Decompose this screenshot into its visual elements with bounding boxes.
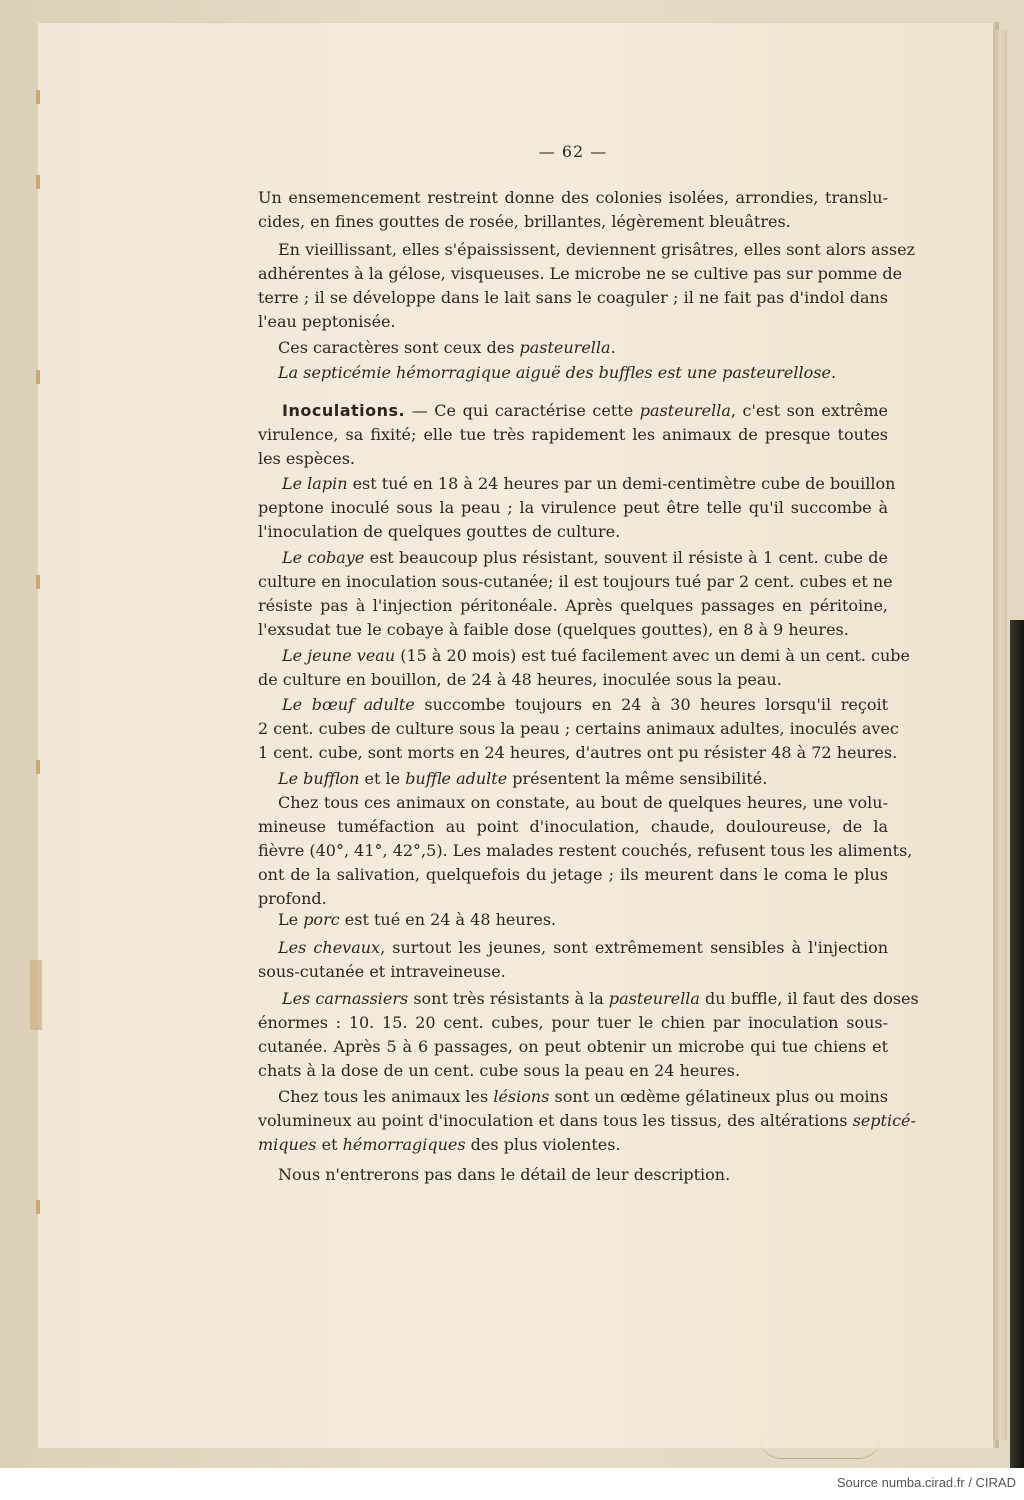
italic-term: Le bufflon — [278, 769, 360, 788]
paragraph-13-cont — [258, 960, 888, 984]
text-line: l'exsudat tue le cobaye à faible dose (quelques gouttes), en 8 à 9 heures. — [258, 620, 849, 639]
paper-stain — [30, 960, 42, 1030]
text-line: l'inoculation de quelques gouttes de culture. — [258, 522, 621, 541]
text-line — [282, 399, 888, 423]
binding-mark — [36, 370, 40, 384]
paragraph-15-cont — [258, 1109, 916, 1157]
text-line: 1 cent. cube, sont morts en 24 heures, d'autres ont pu résister 48 à 72 heures. — [258, 743, 898, 762]
italic-sentence: La septicémie hémorragique aiguë des buffles est une pasteurellose. — [278, 363, 837, 382]
binding-mark — [36, 760, 40, 774]
paragraph-14-cont — [258, 1011, 888, 1083]
text-line: terre ; il se développe dans le lait sans le coaguler ; il ne fait pas d'indol dans — [258, 288, 888, 307]
page-number: — 62 — — [538, 142, 608, 161]
text-run: est beaucoup plus résistant, souvent il résiste à 1 cent. cube de — [364, 548, 889, 567]
text-line — [278, 1085, 888, 1109]
italic-term: Le bœuf adulte — [282, 695, 415, 714]
page-edge — [993, 30, 1007, 1440]
paragraph-5-cont — [258, 423, 888, 471]
text-line: sous-cutanée et intraveineuse. — [258, 962, 506, 981]
text-line: énormes : 10. 15. 20 cent. cubes, pour tuer le chien par inoculation sous- — [258, 1013, 888, 1032]
text-line: Un ensemencement restreint donne des colonies isolées, arrondies, translu- — [258, 188, 888, 207]
italic-term: pasteurella — [519, 338, 611, 357]
italic-term: miques — [258, 1135, 317, 1154]
text-run: , c'est son extrême — [730, 401, 889, 420]
italic-term: Le lapin — [282, 474, 348, 493]
paragraph-12 — [258, 908, 888, 932]
italic-term: porc — [303, 910, 340, 929]
paragraph-11 — [258, 791, 888, 815]
paragraph-9-cont — [258, 717, 899, 765]
paragraph-2-cont — [258, 262, 903, 334]
italic-term: Les carnassiers — [282, 989, 409, 1008]
page-curl — [760, 1438, 880, 1459]
paragraph-6-cont — [258, 496, 888, 544]
text-line — [258, 1133, 888, 1157]
text-line — [258, 1109, 916, 1133]
text-line: cides, en fines gouttes de rosée, brillantes, légèrement bleuâtres. — [258, 212, 791, 231]
paragraph-14 — [258, 987, 919, 1011]
text-line — [282, 987, 919, 1011]
text-run: , surtout les jeunes, sont extrêmement sensibles à l'injection — [380, 938, 889, 957]
text-line: 2 cent. cubes de culture sous la peau ; certains animaux adultes, inoculés avec — [258, 719, 899, 738]
text-run: du buffle, il faut des doses — [699, 989, 919, 1008]
paragraph-7-cont — [258, 570, 893, 642]
text-line: chats à la dose de un cent. cube sous la peau en 24 heures. — [258, 1061, 741, 1080]
text-line: peptone inoculé sous la peau ; la virulence peut être telle qu'il succombe à — [258, 498, 888, 517]
paragraph-6 — [258, 472, 896, 496]
text-run: Ces caractères sont ceux des — [278, 338, 520, 357]
text-line: l'eau peptonisée. — [258, 312, 396, 331]
text-line: mineuse tuméfaction au point d'inoculation, chaude, douloureuse, de la — [258, 817, 888, 836]
text-line — [282, 546, 888, 570]
paragraph-16 — [258, 1163, 888, 1187]
text-line: de culture en bouillon, de 24 à 48 heures, inoculée sous la peau. — [258, 670, 782, 689]
paragraph-2 — [258, 238, 915, 262]
paragraph-8-cont — [258, 668, 888, 692]
text-line — [282, 472, 896, 496]
text-line: virulence, sa fixité; elle tue très rapidement les animaux de presque toutes — [258, 425, 888, 444]
italic-term: Le cobaye — [282, 548, 365, 567]
text-run: — Ce qui caractérise cette — [405, 401, 640, 420]
text-run: et — [316, 1135, 343, 1154]
paragraph-5 — [258, 399, 888, 423]
italic-term: Le jeune veau — [282, 646, 396, 665]
text-run: présentent la même sensibilité. — [507, 769, 768, 788]
text-line: adhérentes à la gélose, visqueuses. Le microbe ne se cultive pas sur pomme de — [258, 264, 903, 283]
text-line — [282, 644, 911, 668]
text-line: En vieillissant, elles s'épaississent, deviennent grisâtres, elles sont alors assez — [278, 240, 915, 259]
binding-mark — [36, 1200, 40, 1214]
italic-term: Les chevaux — [278, 938, 381, 957]
text-line: résiste pas à l'injection péritonéale. Après quelques passages en péritoine, — [258, 596, 888, 615]
italic-term: hémorragiques — [342, 1135, 466, 1154]
paragraph-13 — [258, 936, 888, 960]
text-line: Chez tous ces animaux on constate, au bout de quelques heures, une volu- — [278, 793, 888, 812]
paragraph-4 — [258, 361, 888, 385]
text-run: Nous n'entrerons pas dans le détail de leur description. — [278, 1165, 731, 1184]
paragraph-9 — [258, 693, 888, 717]
text-run: et le — [359, 769, 406, 788]
text-run: est tué en 24 à 48 heures. — [339, 910, 557, 929]
text-run: sont très résistants à la — [408, 989, 609, 1008]
paragraph-7 — [258, 546, 888, 570]
text-run: (15 à 20 mois) est tué facilement avec un demi à un cent. cube — [395, 646, 911, 665]
paragraph-8 — [258, 644, 911, 668]
paragraph-10 — [258, 767, 888, 791]
text-run: Le — [278, 910, 304, 929]
text-line: les espèces. — [258, 449, 355, 468]
italic-term: septicé- — [852, 1111, 916, 1130]
text-line: ont de la salivation, quelquefois du jetage ; ils meurent dans le coma le plus — [258, 865, 888, 884]
binding-mark — [36, 575, 40, 589]
paragraph-1 — [258, 186, 888, 234]
text-run: sont un œdème gélatineux plus ou moins — [549, 1087, 888, 1106]
italic-term: lésions — [493, 1087, 550, 1106]
text-run: . — [610, 338, 616, 357]
text-line: fièvre (40°, 41°, 42°,5). Les malades restent couchés, refusent tous les aliments, — [258, 841, 913, 860]
text-run: volumineux au point d'inoculation et dans tous les tissus, des altérations — [258, 1111, 853, 1130]
source-credit: Source numba.cirad.fr / CIRAD — [836, 1475, 1016, 1490]
text-line: culture en inoculation sous-cutanée; il est toujours tué par 2 cent. cubes et ne — [258, 572, 893, 591]
text-run: succombe toujours en 24 à 30 heures lorsqu'il reçoit — [414, 695, 888, 714]
text-line — [278, 936, 888, 960]
book-cover-edge — [1010, 620, 1024, 1468]
italic-term: buffle adulte — [405, 769, 508, 788]
text-run: des plus violentes. — [465, 1135, 621, 1154]
paragraph-11-cont — [258, 815, 913, 911]
text-run: est tué en 18 à 24 heures par un demi-centimètre cube de bouillon — [347, 474, 896, 493]
text-line — [282, 693, 888, 717]
section-title: Inoculations. — [282, 401, 406, 420]
text-line: cutanée. Après 5 à 6 passages, on peut obtenir un microbe qui tue chiens et — [258, 1037, 888, 1056]
text-run: Chez tous les animaux les — [278, 1087, 494, 1106]
binding-mark — [36, 175, 40, 189]
text-line: profond. — [258, 889, 327, 908]
italic-term: pasteurella — [608, 989, 700, 1008]
italic-term: pasteurella — [639, 401, 731, 420]
binding-mark — [36, 90, 40, 104]
paragraph-3 — [258, 336, 888, 360]
paragraph-15 — [258, 1085, 888, 1109]
